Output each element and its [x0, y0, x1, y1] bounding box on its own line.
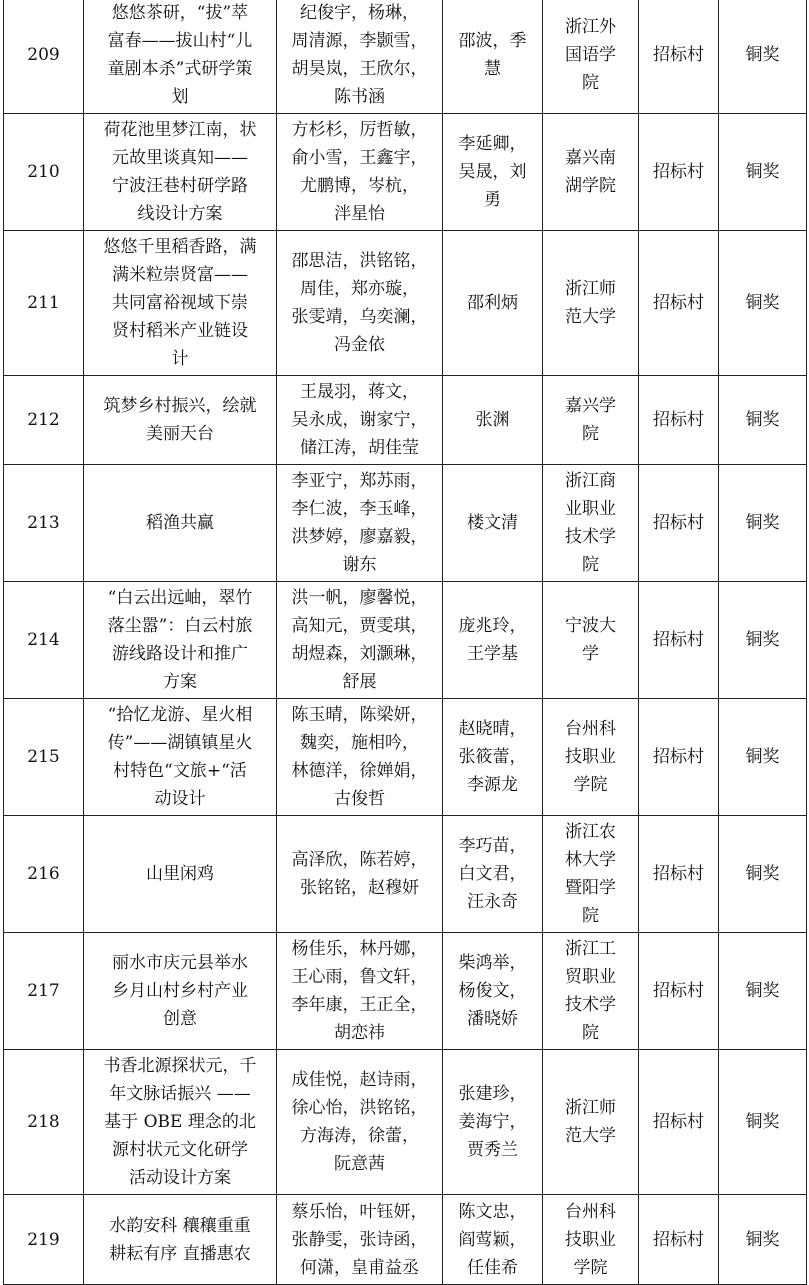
cell-line: 技术学	[565, 527, 616, 547]
cell-line: 古俊哲	[334, 789, 385, 809]
cell-line: 计	[171, 349, 189, 369]
cell-team-members	[277, 231, 443, 376]
cell-village-type: 招标村	[639, 1050, 719, 1195]
cell-line: 技职业	[565, 1229, 616, 1250]
cell-team-members	[277, 1195, 443, 1285]
cell-line: 宁波大	[565, 616, 616, 636]
cell-line: 洪一帆，廖馨悦，	[291, 588, 428, 608]
cell-project-title	[84, 699, 277, 816]
cell-project-title	[84, 1195, 277, 1285]
cell-school	[543, 231, 639, 376]
cell-line: 胡恋祎	[334, 1023, 385, 1043]
cell-school	[543, 582, 639, 699]
cell-line: 庞兆玲，	[458, 616, 527, 636]
cell-line: 游线路设计和推广	[112, 644, 248, 664]
cell-number: 212	[4, 376, 84, 465]
cell-number: 215	[4, 699, 84, 816]
cell-line: 学院	[573, 775, 608, 795]
cell-number: 218	[4, 1050, 84, 1195]
table-row	[4, 699, 807, 816]
cell-line: 技职业	[565, 747, 616, 767]
cell-school	[543, 699, 639, 816]
cell-line: 蔡乐怡，叶钰妍，	[291, 1201, 428, 1222]
cell-team-members	[277, 699, 443, 816]
cell-village-type: 招标村	[639, 376, 719, 465]
cell-line: 传”——湖镇镇星火	[107, 733, 253, 753]
cell-line: 村特色“文旅+“活	[113, 761, 247, 781]
cell-line: 筑梦乡村振兴，绘就	[103, 396, 257, 416]
cell-line: 动设计	[154, 789, 206, 809]
cell-line: 院	[582, 555, 599, 575]
cell-advisors	[443, 376, 543, 465]
cell-line: 任佳希	[467, 1257, 518, 1278]
cell-line: 李巧苗，	[458, 836, 527, 856]
cell-line: 邵利炳	[467, 293, 518, 313]
cell-line: “白云出远岫，翠竹	[107, 588, 253, 608]
cell-line: 共同富裕视域下崇	[112, 293, 248, 313]
cell-project-title	[84, 231, 277, 376]
cell-line: 悠悠茶研，“拔”萃	[111, 3, 249, 23]
cell-line: 学	[582, 644, 599, 664]
cell-line: 陈书涵	[334, 87, 385, 107]
cell-line: 李延卿，	[458, 134, 527, 154]
cell-school	[543, 114, 639, 231]
cell-line: 方海涛，徐蕾，	[300, 1126, 419, 1146]
cell-award: 铜奖	[719, 816, 807, 933]
cell-project-title	[84, 465, 277, 582]
cell-line: 方案	[163, 672, 197, 692]
award-table-body	[4, 0, 807, 1285]
cell-line: 张筱蕾，	[458, 747, 527, 767]
cell-line: 舒展	[342, 672, 377, 692]
cell-line: 国语学	[565, 45, 616, 65]
cell-project-title	[84, 1050, 277, 1195]
cell-line: 王心雨，鲁文轩，	[291, 967, 428, 987]
cell-number: 210	[4, 114, 84, 231]
cell-line: 创意	[163, 1009, 197, 1029]
cell-line: 丽水市庆元县举水	[112, 953, 248, 973]
cell-line: 魏奕，施相吟，	[300, 733, 419, 753]
cell-line: 满米粒崇贤富——	[112, 265, 248, 285]
cell-line: 潘晓娇	[467, 1009, 518, 1029]
cell-line: 柴鸿举，	[458, 953, 527, 973]
cell-team-members	[277, 816, 443, 933]
cell-line: 浙江师	[565, 1098, 616, 1118]
cell-line: 胡煜森，刘灏琳，	[291, 644, 428, 664]
cell-line: 高知元，贾雯琪，	[291, 616, 428, 636]
cell-line: 活动设计方案	[129, 1168, 231, 1188]
cell-line: 耕耘有序 直播惠农	[109, 1243, 251, 1264]
cell-line: 落尘嚣”：白云村旅	[107, 616, 253, 636]
cell-line: 荷花池里梦江南，状	[103, 120, 257, 140]
table-row	[4, 465, 807, 582]
cell-award: 铜奖	[719, 1195, 807, 1285]
cell-school	[543, 376, 639, 465]
cell-line: 林德洋，徐婵娟，	[291, 761, 428, 781]
cell-line: 嘉兴南	[565, 148, 616, 168]
cell-village-type: 招标村	[639, 0, 719, 114]
cell-team-members	[277, 1050, 443, 1195]
cell-advisors	[443, 1050, 543, 1195]
cell-number: 213	[4, 465, 84, 582]
cell-line: 美丽天台	[146, 424, 214, 444]
cell-advisors	[443, 699, 543, 816]
cell-line: 张静雯，张诗函，	[291, 1229, 428, 1250]
cell-line: 吴晟，刘	[458, 162, 527, 182]
cell-line: 院	[582, 1023, 599, 1043]
cell-line: 台州科	[565, 719, 616, 739]
cell-team-members	[277, 582, 443, 699]
cell-line: 浙江师	[565, 279, 616, 299]
cell-award: 铜奖	[719, 114, 807, 231]
cell-project-title	[84, 0, 277, 114]
cell-school	[543, 1050, 639, 1195]
award-table	[3, 0, 807, 1285]
cell-line: 冯金依	[334, 335, 385, 355]
cell-line: 浙江农	[565, 822, 616, 842]
cell-line: 院	[582, 424, 599, 444]
cell-line: 元故里谈真知——	[112, 148, 248, 168]
cell-village-type: 招标村	[639, 231, 719, 376]
cell-number: 219	[4, 1195, 84, 1285]
cell-line: 贤村稻米产业链设	[112, 321, 248, 341]
cell-line: 院	[582, 906, 599, 926]
cell-line: 浙江商	[565, 471, 616, 491]
cell-line: 悠悠千里稻香路，满	[103, 237, 257, 257]
cell-line: 吴永成，谢家宁，	[291, 410, 428, 430]
cell-line: 邵波，季	[458, 31, 527, 51]
cell-advisors	[443, 0, 543, 114]
cell-line: 阎莺颖，	[458, 1229, 527, 1250]
cell-line: 浙江外	[565, 17, 616, 37]
cell-award: 铜奖	[719, 465, 807, 582]
cell-line: 张建珍，	[458, 1084, 527, 1104]
cell-line: 基于 OBE 理念的北	[104, 1112, 256, 1132]
table-row	[4, 816, 807, 933]
cell-advisors	[443, 933, 543, 1050]
cell-project-title	[84, 376, 277, 465]
cell-line: 邵思洁，洪铭铭，	[291, 251, 428, 271]
cell-line: 张渊	[475, 410, 510, 430]
cell-line: 高泽欣，陈若婷，	[291, 850, 428, 870]
cell-village-type: 招标村	[639, 1195, 719, 1285]
cell-number: 217	[4, 933, 84, 1050]
cell-team-members	[277, 933, 443, 1050]
cell-number: 209	[4, 0, 84, 114]
cell-team-members	[277, 114, 443, 231]
cell-line: 台州科	[565, 1201, 616, 1222]
cell-award: 铜奖	[719, 582, 807, 699]
cell-village-type: 招标村	[639, 582, 719, 699]
cell-line: 陈玉晴，陈梁妍，	[291, 705, 428, 725]
cell-line: 阮意茜	[334, 1154, 385, 1174]
cell-line: 稻渔共赢	[146, 513, 214, 533]
cell-line: 李源龙	[467, 775, 518, 795]
cell-line: 张铭铭，赵穆妍	[300, 878, 419, 898]
cell-team-members	[277, 465, 443, 582]
cell-line: 技术学	[565, 995, 616, 1015]
cell-line: 姜海宁，	[458, 1112, 527, 1132]
cell-advisors	[443, 231, 543, 376]
cell-line: 学院	[573, 1257, 608, 1278]
cell-line: 王学基	[467, 644, 518, 664]
cell-line: 何潇，皇甫益丞	[300, 1257, 419, 1278]
table-row	[4, 114, 807, 231]
cell-line: 谢东	[342, 555, 377, 575]
cell-line: 李仁波，李玉峰，	[291, 499, 428, 519]
cell-line: 划	[171, 87, 189, 107]
cell-line: 贾秀兰	[467, 1140, 518, 1160]
cell-line: 嘉兴学	[565, 396, 616, 416]
table-row	[4, 1050, 807, 1195]
cell-line: 俞小雪，王鑫宇，	[291, 148, 428, 168]
cell-line: 陈文忠，	[458, 1201, 527, 1222]
cell-school	[543, 465, 639, 582]
table-row	[4, 0, 807, 114]
cell-line: 王晟羽，蒋文，	[300, 382, 419, 402]
table-row	[4, 1195, 807, 1285]
cell-line: 楼文清	[467, 513, 518, 533]
cell-project-title	[84, 114, 277, 231]
cell-line: 范大学	[565, 307, 616, 327]
table-row	[4, 376, 807, 465]
cell-line: 年文脉话振兴 ——	[109, 1084, 251, 1104]
cell-award: 铜奖	[719, 0, 807, 114]
cell-award: 铜奖	[719, 231, 807, 376]
cell-number: 211	[4, 231, 84, 376]
cell-line: 童剧本杀”式研学策	[107, 59, 253, 79]
cell-project-title	[84, 582, 277, 699]
table-row	[4, 933, 807, 1050]
cell-school	[543, 933, 639, 1050]
table-row	[4, 582, 807, 699]
cell-line: 李年康，王正全，	[291, 995, 428, 1015]
cell-number: 214	[4, 582, 84, 699]
cell-number: 216	[4, 816, 84, 933]
cell-line: 富春——拔山村“儿	[107, 31, 253, 51]
cell-line: 周佳，郑亦璇，	[300, 279, 419, 299]
cell-line: 湖学院	[565, 176, 616, 196]
cell-line: 徐心怡，洪铭铭，	[291, 1098, 428, 1118]
cell-advisors	[443, 582, 543, 699]
cell-line: 汪永奇	[467, 892, 518, 912]
cell-village-type: 招标村	[639, 465, 719, 582]
cell-line: 乡月山村乡村产业	[112, 981, 248, 1001]
table-row	[4, 231, 807, 376]
cell-line: 张雯靖，乌奕澜，	[291, 307, 428, 327]
cell-line: 周清源，李颢雪，	[291, 31, 428, 51]
cell-line: 泮星怡	[334, 204, 385, 224]
cell-line: 院	[582, 73, 599, 93]
cell-line: 水韵安科 穰穰重重	[109, 1215, 251, 1236]
cell-line: 林大学	[565, 850, 616, 870]
cell-line: 贸职业	[565, 967, 616, 987]
cell-school	[543, 816, 639, 933]
cell-award: 铜奖	[719, 376, 807, 465]
cell-line: 线设计方案	[137, 204, 223, 224]
cell-line: 范大学	[565, 1126, 616, 1146]
cell-award: 铜奖	[719, 933, 807, 1050]
cell-award: 铜奖	[719, 1050, 807, 1195]
cell-line: 李亚宁，郑苏雨，	[291, 471, 428, 491]
cell-award: 铜奖	[719, 699, 807, 816]
cell-line: 储江涛，胡佳莹	[300, 438, 419, 458]
cell-line: 胡昊岚，王欣尔，	[291, 59, 428, 79]
cell-advisors	[443, 114, 543, 231]
cell-line: 书香北源探状元，千	[103, 1056, 257, 1076]
cell-village-type: 招标村	[639, 114, 719, 231]
cell-line: 杨佳乐，林丹娜，	[291, 939, 428, 959]
cell-line: “拾忆龙游、星火相	[107, 705, 253, 725]
cell-line: 暨阳学	[565, 878, 616, 898]
cell-school	[543, 1195, 639, 1285]
cell-line: 赵晓晴，	[458, 719, 527, 739]
cell-line: 杨俊文，	[458, 981, 527, 1001]
cell-line: 白文君，	[458, 864, 527, 884]
cell-team-members	[277, 0, 443, 114]
cell-advisors	[443, 1195, 543, 1285]
cell-team-members	[277, 376, 443, 465]
cell-line: 山里闲鸡	[146, 864, 214, 884]
cell-school	[543, 0, 639, 114]
cell-line: 源村状元文化研学	[112, 1140, 248, 1160]
cell-village-type: 招标村	[639, 933, 719, 1050]
cell-line: 方杉杉，厉哲敏，	[291, 120, 428, 140]
cell-line: 纪俊宇，杨琳，	[300, 3, 419, 23]
cell-line: 勇	[484, 190, 501, 210]
cell-line: 宁波汪巷村研学路	[112, 176, 248, 196]
cell-project-title	[84, 933, 277, 1050]
cell-line: 尤鹏博，岑杭，	[300, 176, 419, 196]
cell-village-type: 招标村	[639, 816, 719, 933]
cell-village-type: 招标村	[639, 699, 719, 816]
cell-line: 成佳悦，赵诗雨，	[291, 1070, 428, 1090]
cell-line: 浙江工	[565, 939, 616, 959]
cell-line: 洪梦婷，廖嘉毅，	[291, 527, 428, 547]
cell-advisors	[443, 465, 543, 582]
cell-advisors	[443, 816, 543, 933]
cell-line: 慧	[484, 59, 501, 79]
cell-project-title	[84, 816, 277, 933]
cell-line: 业职业	[565, 499, 616, 519]
